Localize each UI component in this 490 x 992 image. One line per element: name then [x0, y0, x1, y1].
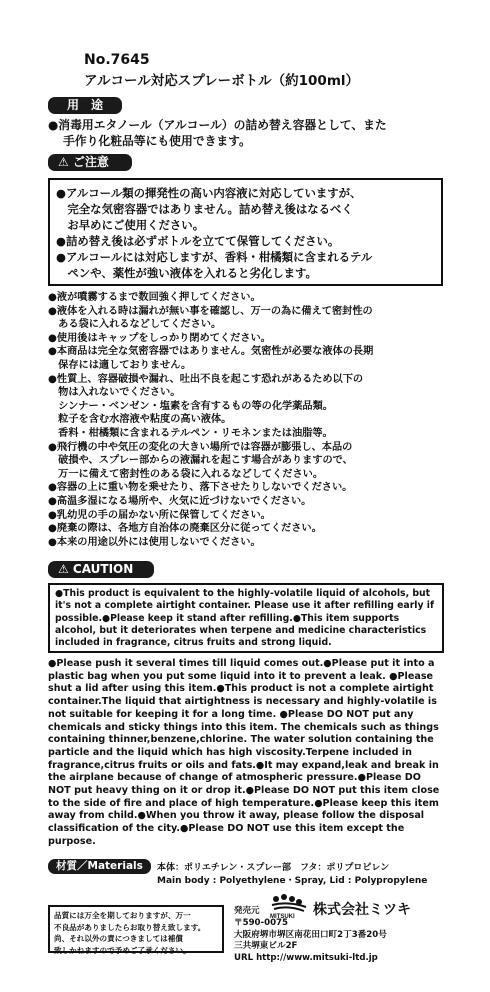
quality-line: 尚、それ以外の責につきましては補償: [54, 934, 183, 943]
caution-item: ある袋に入れるなどしてください。: [48, 319, 222, 331]
caution-item: 物は入れないでください。: [48, 387, 181, 399]
postal-code: 〒590-0075: [234, 918, 289, 928]
caution-item: 粒子を含む水溶液や粘度の高い液体。: [48, 414, 232, 426]
seller-label: 発売元: [234, 906, 260, 916]
caution-item: 破損や、スプレー部からの液漏れを起こす場合がありますので、: [48, 455, 353, 467]
caution-en-body: ●Please push it several times till liquid comes out.●Please put it into a plastic bag when you put some liquid into it to prevent a leak. ●Please shut a lid after using this item.●This product is not a complete airtight container.The liquid that airtightness is necessary and highly-volatile is not suitable for keeping it for a long time. ●Please DO NOT put any chemicals and sticky things into this item. The chemicals such as things containing thinner,benzene,chlorine. The water solution containing the particle and the liquid which has high viscosity.Terpene included in fragrance,citrus fruits or oils and fats.●It may expand,leak and break in the airplane because of change of atmospheric pressure.●Please DO NOT put heavy thing on it or drop it.●Please DO NOT put this item close to the side of fire and place of high temperature.●Please keep this item away from child.●When you throw it away, please follow the disposal classification of the city.●Please DO NOT use this item except the purpose.: [48, 658, 440, 847]
caution-en-box: [48, 583, 444, 653]
address-line: 大阪府堺市堺区南花田口町2丁3番20号: [234, 929, 387, 940]
caution-box-line: お早めにご使用ください。: [56, 218, 205, 232]
caution-en-heading: ⚠ CAUTION: [48, 561, 154, 578]
caution-box-line: ペンや、薬性が強い液体を入れると劣化します。: [56, 266, 317, 280]
product-code: No.7645: [84, 52, 150, 68]
company-logo-mark: [268, 893, 312, 919]
address-line: 三共堺東ビル2F: [234, 941, 298, 952]
caution-en-box-text: ●This product is equivalent to the highly-volatile liquid of alcohols, but it's not a complete airtight container. Please use it after refilling early if possible.●Please keep it stand after refilling.●This item supports alcohol, but it deteriorates when terpene and medicine characteristics included in fragrance, citrus fruits and strong liquid.: [55, 588, 435, 649]
caution-box-line: ●詰め替え後は必ずボトルを立てて保管してください。: [56, 234, 340, 248]
caution-item: ●本商品は完全な気密容器ではありません。気密性が必要な液体の長期: [48, 346, 374, 358]
caution-item: ●廃棄の際は、各地方自治体の廃棄区分に従ってください。: [48, 523, 322, 535]
caution-box-line: ●アルコールには対応しますが、香料・柑橘類に含まれるテル: [56, 250, 373, 264]
caution-item: ●使用後はキャップをしっかり閉めてください。: [48, 332, 271, 344]
caution-box-line: 完全な気密容器ではありません。詰め替え後はなるべく: [56, 202, 353, 216]
product-title: アルコール対応スプレーボトル（約100ml）: [84, 73, 360, 89]
caution-item: ●容器の上に重い物を乗せたり、落下させたりしないでください。: [48, 482, 353, 494]
quality-line: 致しかねますので予めご了承ください。: [54, 945, 191, 955]
quality-notice-box: [48, 905, 224, 953]
caution-ja-box: [48, 178, 443, 286]
website-url: URL http://www.mitsuki-ltd.jp: [234, 952, 378, 963]
company-name: 株式会社ミツキ: [313, 902, 411, 918]
materials-en: Main body : Polyethylene・Spray, Lid : Polypropylene: [157, 876, 428, 886]
caution-item: シンナー・ベンゼン・塩素を含有するもの等の化学薬品類。: [48, 400, 333, 412]
caution-item: ●高温多湿になる場所や、火気に近づけないでください。: [48, 495, 312, 507]
caution-item: ●飛行機の中や気圧の変化の大きい場所では容器が膨張し、本品の: [48, 441, 353, 453]
caution-ja-list: [48, 291, 468, 549]
caution-item: ●本来の用途以外には使用しないでください。: [48, 536, 261, 548]
caution-item: 保存には適しておりません。: [48, 359, 192, 371]
caution-item: ●液体を入れる時は漏れが無い事を確認し、万一の為に備えて密封性の: [48, 305, 373, 317]
logo-text: MITSUKI: [270, 914, 295, 919]
seller-address: [234, 918, 387, 964]
caution-item: 万一に備えて密封性のある袋に入れるなどしてください。: [48, 468, 324, 480]
materials-ja: 本体：ポリエチレン・スプレー部 フタ：ポリプロピレン: [157, 863, 390, 873]
caution-ja-heading: ⚠ ご注意: [48, 154, 132, 171]
caution-box-line: ●アルコール類の揮発性の高い内容液に対応していますが、: [56, 186, 362, 200]
usage-line: 手作り化粧品等にも使用できます。: [63, 133, 251, 148]
caution-item: ●性質上、容器破損や漏れ、吐出不良を起こす恐れがあるため以下の: [48, 373, 364, 385]
materials-heading: 材質／Materials: [48, 859, 151, 874]
usage-line: ●消毒用エタノール（アルコール）の詰め替え容器として、また: [48, 118, 387, 132]
caution-item: 香料・柑橘類に含まれるテルペン・リモネンまたは油脂等。: [48, 427, 333, 439]
usage-text: [48, 118, 478, 149]
usage-heading: 用 途: [48, 97, 122, 114]
quality-line: 不良品がありましたらお取り替え致します。: [54, 922, 206, 932]
caution-item: ●液が噴霧するまで数回強く押してください。: [48, 292, 261, 303]
caution-item: ●乳幼児の手の届かない所に保管してください。: [48, 509, 271, 521]
quality-line: 品質には万全を期しておりますが、万一: [54, 911, 191, 920]
